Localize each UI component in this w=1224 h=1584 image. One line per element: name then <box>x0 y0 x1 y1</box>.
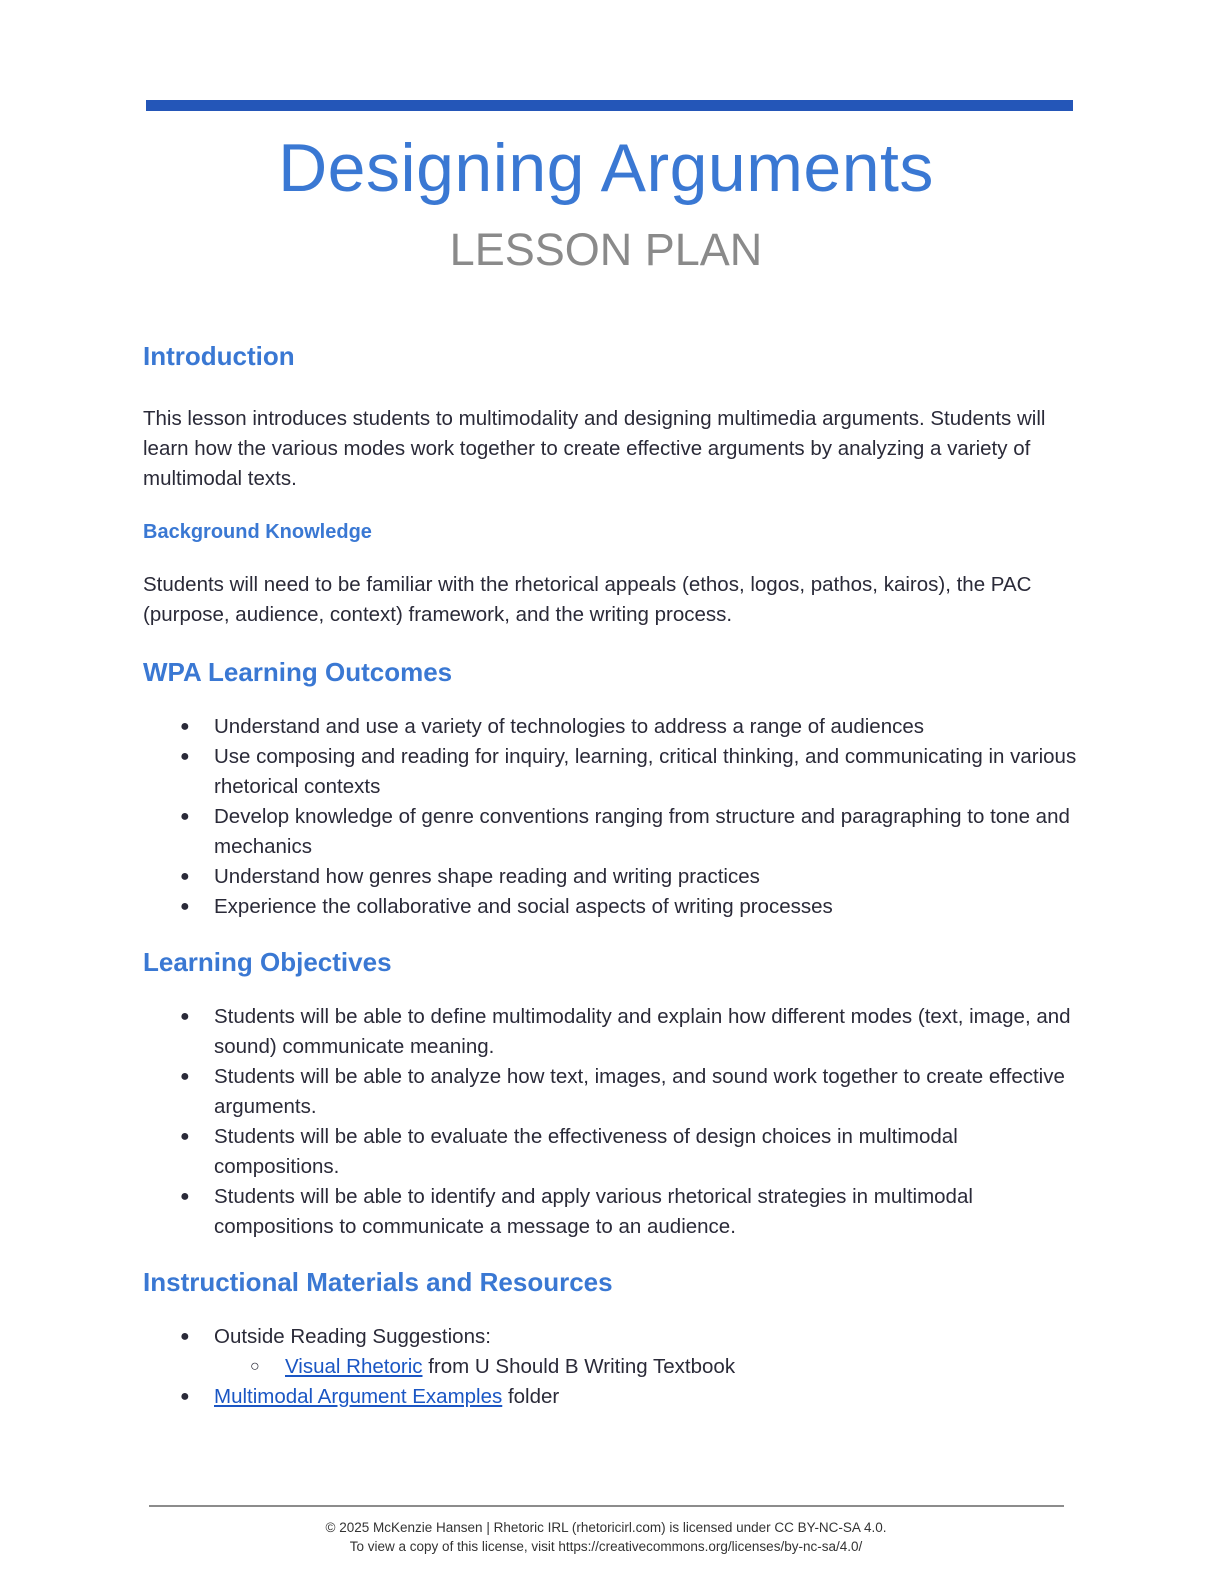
page-title: Designing Arguments <box>278 130 934 206</box>
list-item: ● Students will be able to define multimodality and explain how different modes (text, image, and sound) communicate meaning. <box>143 1002 1078 1062</box>
bullet-icon: ● <box>180 1068 190 1085</box>
materials-list <box>143 1322 1078 1412</box>
learning-objectives-heading: Learning Objectives <box>143 947 392 977</box>
background-heading: Background Knowledge <box>143 521 372 543</box>
wpa-outcomes-list <box>143 712 1078 922</box>
visual-rhetoric-link[interactable]: Visual Rhetoric <box>285 1355 423 1378</box>
document-body <box>143 338 1078 1412</box>
multimodal-examples-link[interactable]: Multimodal Argument Examples <box>214 1385 503 1408</box>
bullet-icon: ● <box>180 718 190 735</box>
learning-objectives-list <box>143 1002 1078 1242</box>
footer-license-line: © 2025 McKenzie Hansen | Rhetoric IRL (rhetoricirl.com) is licensed under CC BY-NC-SA 4.0. <box>325 1520 887 1535</box>
bullet-icon: ● <box>180 1328 190 1345</box>
bullet-icon: ● <box>180 748 190 765</box>
wpa-outcomes-heading: WPA Learning Outcomes <box>143 657 453 687</box>
bullet-icon: ● <box>180 808 190 825</box>
bullet-icon: ● <box>180 1008 190 1025</box>
list-item: ● Understand and use a variety of technologies to address a range of audiences <box>143 712 1078 742</box>
sub-bullet-icon: ○ <box>250 1358 260 1375</box>
page-subtitle: LESSON PLAN <box>449 224 763 275</box>
materials-heading: Instructional Materials and Resources <box>143 1267 613 1297</box>
footer-rule <box>149 1505 1064 1507</box>
background-body: Students will need to be familiar with the rhetorical appeals (ethos, logos, pathos, kairos), the PAC (purpose, audience, context) framework, and the writing process. <box>143 573 1032 626</box>
list-item: ● Students will be able to evaluate the effectiveness of design choices in multimodal compositions. <box>143 1122 1078 1182</box>
bullet-icon: ● <box>180 1388 190 1405</box>
list-item: ● Experience the collaborative and social aspects of writing processes <box>143 892 1078 922</box>
outside-reading-label: Outside Reading Suggestions: <box>214 1325 491 1348</box>
list-item: ○ Visual Rhetoric from U Should B Writing Textbook <box>214 1352 1078 1382</box>
list-item: ● Develop knowledge of genre conventions ranging from structure and paragraphing to tone and mechanics <box>143 802 1078 862</box>
list-item: ● Students will be able to analyze how text, images, and sound work together to create effective arguments. <box>143 1062 1078 1122</box>
list-item: ● Understand how genres shape reading and writing practices <box>143 862 1078 892</box>
introduction-body: This lesson introduces students to multimodality and designing multimedia arguments. Students will learn how the various modes work together to create effective arguments by analyzing a variety of multimodal texts. <box>143 407 1046 490</box>
bullet-icon: ● <box>180 898 190 915</box>
bullet-icon: ● <box>180 1128 190 1145</box>
list-item: ● Use composing and reading for inquiry, learning, critical thinking, and communicating in various rhetorical contexts <box>143 742 1078 802</box>
footer-license-url-line: To view a copy of this license, visit https://creativecommons.org/licenses/by-nc-sa/4.0/ <box>349 1539 863 1554</box>
list-item: ● Multimodal Argument Examples folder <box>143 1382 1078 1412</box>
list-item: ● Students will be able to identify and apply various rhetorical strategies in multimodal compositions to communicate a message to an audience. <box>143 1182 1078 1242</box>
list-item <box>143 1322 1078 1382</box>
outside-reading-sublist <box>214 1352 1078 1382</box>
bullet-icon: ● <box>180 1188 190 1205</box>
footer <box>0 1518 1212 1556</box>
introduction-heading: Introduction <box>143 341 295 371</box>
top-rule <box>146 100 1073 111</box>
bullet-icon: ● <box>180 868 190 885</box>
